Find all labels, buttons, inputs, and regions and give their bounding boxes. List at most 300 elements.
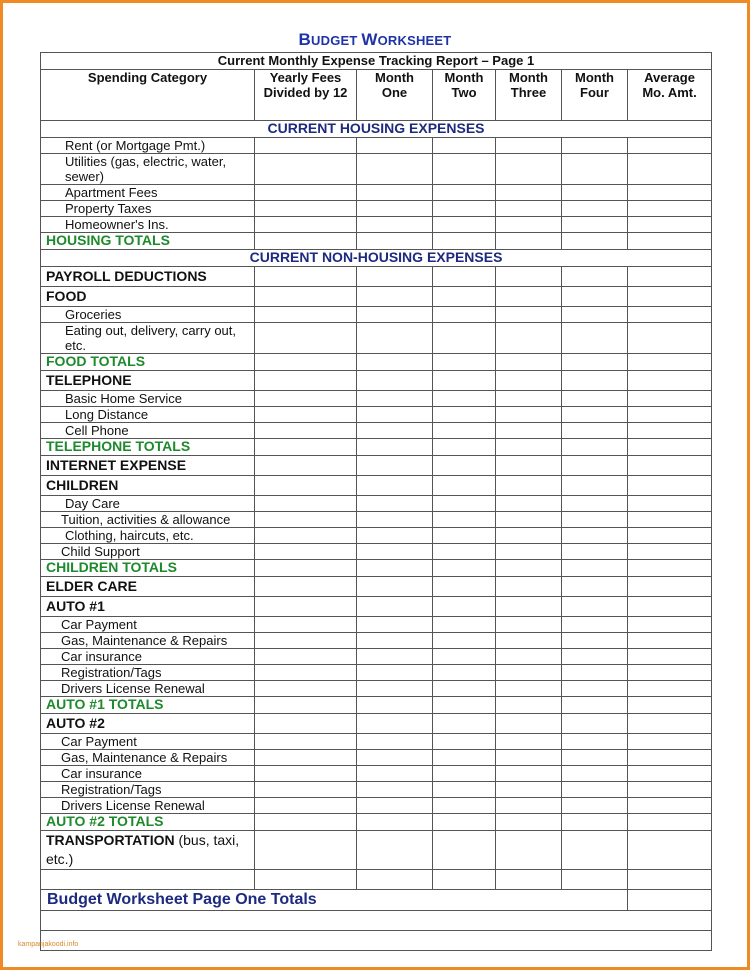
amount-cell[interactable]: [628, 287, 712, 307]
amount-cell[interactable]: [562, 439, 628, 456]
amount-cell[interactable]: [496, 217, 562, 233]
amount-cell[interactable]: [255, 512, 357, 528]
category-text: Tuition, activities & allowance: [61, 512, 231, 527]
amount-cell[interactable]: [562, 423, 628, 439]
amount-cell[interactable]: [496, 697, 562, 714]
amount-cell[interactable]: [433, 560, 496, 577]
col-header-month-one: Month One: [357, 70, 433, 121]
category-text: AUTO #1 TOTALS: [46, 696, 164, 712]
category-text: INTERNET EXPENSE: [46, 457, 187, 473]
amount-cell[interactable]: [628, 697, 712, 714]
amount-cell[interactable]: [357, 870, 433, 890]
amount-cell[interactable]: [433, 697, 496, 714]
amount-cell[interactable]: [433, 766, 496, 782]
totals-row: [41, 697, 712, 714]
amount-cell[interactable]: [255, 423, 357, 439]
amount-cell[interactable]: [628, 201, 712, 217]
amount-cell[interactable]: [255, 138, 357, 154]
table-row: [41, 496, 712, 512]
amount-cell[interactable]: [496, 633, 562, 649]
amount-cell[interactable]: [496, 814, 562, 831]
table-row: [41, 766, 712, 782]
amount-cell[interactable]: [496, 233, 562, 250]
amount-cell[interactable]: [496, 307, 562, 323]
amount-cell[interactable]: [255, 577, 357, 597]
amount-cell[interactable]: [255, 354, 357, 371]
amount-cell[interactable]: [562, 407, 628, 423]
amount-cell[interactable]: [255, 681, 357, 697]
amount-cell[interactable]: [628, 577, 712, 597]
amount-cell[interactable]: [255, 544, 357, 560]
category-text: Car insurance: [61, 649, 142, 664]
amount-cell[interactable]: [628, 371, 712, 391]
amount-cell[interactable]: [433, 750, 496, 766]
table-row: [41, 512, 712, 528]
amount-cell[interactable]: [628, 714, 712, 734]
amount-cell[interactable]: [357, 439, 433, 456]
amount-cell[interactable]: [255, 185, 357, 201]
amount-cell[interactable]: [433, 597, 496, 617]
amount-cell[interactable]: [357, 217, 433, 233]
amount-cell[interactable]: [357, 597, 433, 617]
amount-cell[interactable]: [255, 766, 357, 782]
amount-cell[interactable]: [255, 391, 357, 407]
table-row: [41, 185, 712, 201]
amount-cell[interactable]: [255, 371, 357, 391]
amount-cell[interactable]: [562, 267, 628, 287]
amount-cell[interactable]: [357, 750, 433, 766]
amount-cell[interactable]: [357, 233, 433, 250]
amount-cell[interactable]: [496, 512, 562, 528]
amount-cell[interactable]: [357, 185, 433, 201]
amount-cell[interactable]: [255, 287, 357, 307]
amount-cell[interactable]: [628, 138, 712, 154]
amount-cell[interactable]: [255, 307, 357, 323]
amount-cell[interactable]: [562, 577, 628, 597]
amount-cell[interactable]: [357, 512, 433, 528]
table-row: [41, 528, 712, 544]
amount-cell[interactable]: [433, 423, 496, 439]
category-text: AUTO #2 TOTALS: [46, 813, 164, 829]
amount-cell[interactable]: [562, 544, 628, 560]
grand-total-cell[interactable]: [628, 890, 712, 911]
amount-cell[interactable]: [255, 496, 357, 512]
amount-cell[interactable]: [496, 287, 562, 307]
amount-cell[interactable]: [255, 439, 357, 456]
amount-cell[interactable]: [628, 354, 712, 371]
amount-cell[interactable]: [562, 217, 628, 233]
amount-cell[interactable]: [496, 476, 562, 496]
amount-cell[interactable]: [562, 714, 628, 734]
amount-cell[interactable]: [357, 560, 433, 577]
category-label: [41, 798, 255, 814]
amount-cell[interactable]: [433, 307, 496, 323]
amount-cell[interactable]: [628, 681, 712, 697]
amount-cell[interactable]: [496, 649, 562, 665]
amount-cell[interactable]: [628, 391, 712, 407]
amount-cell[interactable]: [357, 201, 433, 217]
amount-cell[interactable]: [255, 714, 357, 734]
amount-cell[interactable]: [496, 138, 562, 154]
amount-cell[interactable]: [496, 354, 562, 371]
table-row: [41, 201, 712, 217]
amount-cell[interactable]: [562, 307, 628, 323]
amount-cell[interactable]: [433, 544, 496, 560]
amount-cell[interactable]: [496, 798, 562, 814]
amount-cell[interactable]: [357, 633, 433, 649]
category-label: [41, 734, 255, 750]
amount-cell[interactable]: [255, 798, 357, 814]
amount-cell[interactable]: [357, 714, 433, 734]
category-label: [41, 323, 255, 354]
amount-cell[interactable]: [433, 233, 496, 250]
amount-cell[interactable]: [496, 544, 562, 560]
amount-cell[interactable]: [433, 439, 496, 456]
category-label: [41, 649, 255, 665]
totals-row: [41, 354, 712, 371]
amount-cell[interactable]: [562, 476, 628, 496]
amount-cell[interactable]: [357, 665, 433, 681]
amount-cell[interactable]: [255, 870, 357, 890]
amount-cell[interactable]: [255, 528, 357, 544]
amount-cell[interactable]: [357, 456, 433, 476]
amount-cell[interactable]: [628, 782, 712, 798]
amount-cell[interactable]: [357, 831, 433, 870]
amount-cell[interactable]: [357, 782, 433, 798]
category-label: [41, 154, 255, 185]
amount-cell[interactable]: [433, 323, 496, 354]
table-row: [41, 870, 712, 890]
amount-cell[interactable]: [628, 407, 712, 423]
category-label: [41, 528, 255, 544]
amount-cell[interactable]: [562, 597, 628, 617]
blank-cell[interactable]: [41, 911, 712, 931]
amount-cell[interactable]: [628, 597, 712, 617]
amount-cell[interactable]: [357, 617, 433, 633]
amount-cell[interactable]: [255, 665, 357, 681]
amount-cell[interactable]: [255, 649, 357, 665]
amount-cell[interactable]: [357, 138, 433, 154]
amount-cell[interactable]: [255, 560, 357, 577]
amount-cell[interactable]: [357, 577, 433, 597]
category-label: [41, 307, 255, 323]
amount-cell[interactable]: [628, 649, 712, 665]
amount-cell[interactable]: [496, 560, 562, 577]
amount-cell[interactable]: [357, 649, 433, 665]
amount-cell[interactable]: [562, 371, 628, 391]
amount-cell[interactable]: [628, 512, 712, 528]
category-note: (bus, taxi, etc.): [46, 832, 240, 867]
amount-cell[interactable]: [628, 267, 712, 287]
amount-cell[interactable]: [496, 577, 562, 597]
amount-cell[interactable]: [628, 154, 712, 185]
amount-cell[interactable]: [433, 138, 496, 154]
amount-cell[interactable]: [255, 597, 357, 617]
amount-cell[interactable]: [628, 798, 712, 814]
amount-cell[interactable]: [562, 814, 628, 831]
amount-cell[interactable]: [628, 528, 712, 544]
amount-cell[interactable]: [433, 714, 496, 734]
amount-cell[interactable]: [628, 734, 712, 750]
amount-cell[interactable]: [255, 217, 357, 233]
amount-cell[interactable]: [357, 697, 433, 714]
amount-cell[interactable]: [357, 391, 433, 407]
category-label: [41, 233, 255, 250]
category-text: Drivers License Renewal: [61, 681, 205, 696]
category-text: Day Care: [65, 496, 120, 511]
category-label: [41, 544, 255, 560]
amount-cell[interactable]: [562, 870, 628, 890]
amount-cell[interactable]: [433, 154, 496, 185]
amount-cell[interactable]: [357, 814, 433, 831]
amount-cell[interactable]: [496, 750, 562, 766]
amount-cell[interactable]: [433, 496, 496, 512]
amount-cell[interactable]: [562, 665, 628, 681]
amount-cell[interactable]: [433, 782, 496, 798]
table-row: [41, 681, 712, 697]
amount-cell[interactable]: [496, 766, 562, 782]
amount-cell[interactable]: [357, 423, 433, 439]
amount-cell[interactable]: [628, 665, 712, 681]
amount-cell[interactable]: [357, 307, 433, 323]
amount-cell[interactable]: [628, 456, 712, 476]
amount-cell[interactable]: [433, 391, 496, 407]
category-label: [41, 597, 255, 617]
amount-cell[interactable]: [562, 697, 628, 714]
amount-cell[interactable]: [628, 560, 712, 577]
category-label: [41, 577, 255, 597]
amount-cell[interactable]: [496, 496, 562, 512]
category-text: CHILDREN: [46, 477, 119, 493]
category-text: Eating out, delivery, carry out, etc.: [65, 323, 237, 353]
amount-cell[interactable]: [433, 681, 496, 697]
amount-cell[interactable]: [496, 391, 562, 407]
amount-cell[interactable]: [562, 496, 628, 512]
amount-cell[interactable]: [562, 766, 628, 782]
amount-cell[interactable]: [433, 649, 496, 665]
grand-total-label: Budget Worksheet Page One Totals: [41, 890, 628, 911]
amount-cell[interactable]: [496, 617, 562, 633]
category-text: Homeowner's Ins.: [65, 217, 169, 232]
amount-cell[interactable]: [496, 423, 562, 439]
category-label: [41, 750, 255, 766]
amount-cell[interactable]: [562, 798, 628, 814]
amount-cell[interactable]: [562, 649, 628, 665]
amount-cell[interactable]: [562, 750, 628, 766]
amount-cell[interactable]: [628, 544, 712, 560]
section-header: CURRENT HOUSING EXPENSES: [41, 121, 712, 138]
amount-cell[interactable]: [562, 681, 628, 697]
category-label: [41, 201, 255, 217]
category-text: HOUSING TOTALS: [46, 232, 170, 248]
amount-cell[interactable]: [628, 233, 712, 250]
amount-cell[interactable]: [255, 233, 357, 250]
amount-cell[interactable]: [496, 323, 562, 354]
amount-cell[interactable]: [628, 831, 712, 870]
amount-cell[interactable]: [562, 782, 628, 798]
amount-cell[interactable]: [357, 496, 433, 512]
amount-cell[interactable]: [496, 870, 562, 890]
amount-cell[interactable]: [628, 307, 712, 323]
blank-cell[interactable]: [41, 931, 712, 951]
amount-cell[interactable]: [357, 681, 433, 697]
amount-cell[interactable]: [255, 456, 357, 476]
amount-cell[interactable]: [433, 870, 496, 890]
amount-cell[interactable]: [255, 154, 357, 185]
amount-cell[interactable]: [255, 814, 357, 831]
amount-cell[interactable]: [357, 354, 433, 371]
amount-cell[interactable]: [562, 560, 628, 577]
table-row: [41, 423, 712, 439]
amount-cell[interactable]: [433, 456, 496, 476]
amount-cell[interactable]: [357, 323, 433, 354]
amount-cell[interactable]: [562, 734, 628, 750]
amount-cell[interactable]: [496, 831, 562, 870]
col-header-month-three: Month Three: [496, 70, 562, 121]
amount-cell[interactable]: [433, 217, 496, 233]
category-text: Gas, Maintenance & Repairs: [61, 750, 228, 765]
amount-cell[interactable]: [496, 714, 562, 734]
amount-cell[interactable]: [255, 407, 357, 423]
amount-cell[interactable]: [496, 185, 562, 201]
amount-cell[interactable]: [433, 371, 496, 391]
report-title: Current Monthly Expense Tracking Report – Page 1: [41, 53, 712, 70]
amount-cell[interactable]: [433, 185, 496, 201]
amount-cell[interactable]: [496, 597, 562, 617]
amount-cell[interactable]: [255, 617, 357, 633]
col-header-category: Spending Category: [41, 70, 255, 121]
amount-cell[interactable]: [357, 287, 433, 307]
amount-cell[interactable]: [433, 201, 496, 217]
category-label: [41, 267, 255, 287]
amount-cell[interactable]: [255, 734, 357, 750]
amount-cell[interactable]: [433, 407, 496, 423]
category-text: Long Distance: [65, 407, 149, 422]
amount-cell[interactable]: [357, 371, 433, 391]
amount-cell[interactable]: [496, 267, 562, 287]
amount-cell[interactable]: [496, 665, 562, 681]
amount-cell[interactable]: [562, 512, 628, 528]
header-row: [41, 70, 712, 121]
amount-cell[interactable]: [433, 267, 496, 287]
amount-cell[interactable]: [562, 528, 628, 544]
amount-cell[interactable]: [628, 617, 712, 633]
table-row: [41, 649, 712, 665]
amount-cell[interactable]: [255, 633, 357, 649]
amount-cell[interactable]: [628, 439, 712, 456]
amount-cell[interactable]: [496, 681, 562, 697]
amount-cell[interactable]: [496, 439, 562, 456]
amount-cell[interactable]: [433, 665, 496, 681]
amount-cell[interactable]: [628, 870, 712, 890]
amount-cell[interactable]: [628, 766, 712, 782]
amount-cell[interactable]: [562, 617, 628, 633]
category-text: Car Payment: [61, 617, 137, 632]
amount-cell[interactable]: [562, 233, 628, 250]
amount-cell[interactable]: [496, 407, 562, 423]
amount-cell[interactable]: [496, 528, 562, 544]
amount-cell[interactable]: [562, 185, 628, 201]
table-row: [41, 831, 712, 870]
amount-cell[interactable]: [433, 476, 496, 496]
amount-cell[interactable]: [357, 798, 433, 814]
table-row: [41, 391, 712, 407]
amount-cell[interactable]: [628, 423, 712, 439]
table-row: [41, 544, 712, 560]
amount-cell[interactable]: [255, 831, 357, 870]
amount-cell[interactable]: [562, 323, 628, 354]
amount-cell[interactable]: [562, 287, 628, 307]
amount-cell[interactable]: [562, 354, 628, 371]
amount-cell[interactable]: [255, 201, 357, 217]
amount-cell[interactable]: [433, 734, 496, 750]
category-label: [41, 476, 255, 496]
amount-cell[interactable]: [628, 814, 712, 831]
amount-cell[interactable]: [562, 201, 628, 217]
amount-cell[interactable]: [357, 476, 433, 496]
amount-cell[interactable]: [433, 617, 496, 633]
amount-cell[interactable]: [357, 766, 433, 782]
amount-cell[interactable]: [496, 371, 562, 391]
category-text: AUTO #1: [46, 598, 105, 614]
amount-cell[interactable]: [628, 633, 712, 649]
amount-cell[interactable]: [255, 697, 357, 714]
amount-cell[interactable]: [357, 267, 433, 287]
amount-cell[interactable]: [496, 154, 562, 185]
amount-cell[interactable]: [562, 391, 628, 407]
amount-cell[interactable]: [496, 782, 562, 798]
amount-cell[interactable]: [255, 750, 357, 766]
amount-cell[interactable]: [255, 476, 357, 496]
amount-cell[interactable]: [628, 185, 712, 201]
amount-cell[interactable]: [496, 734, 562, 750]
amount-cell[interactable]: [433, 287, 496, 307]
category-label: [41, 560, 255, 577]
amount-cell[interactable]: [496, 201, 562, 217]
amount-cell[interactable]: [357, 544, 433, 560]
amount-cell[interactable]: [562, 633, 628, 649]
amount-cell[interactable]: [433, 528, 496, 544]
amount-cell[interactable]: [628, 476, 712, 496]
amount-cell[interactable]: [255, 782, 357, 798]
category-text: Car insurance: [61, 766, 142, 781]
amount-cell[interactable]: [496, 456, 562, 476]
amount-cell[interactable]: [357, 154, 433, 185]
table-row: [41, 782, 712, 798]
amount-cell[interactable]: [628, 750, 712, 766]
amount-cell[interactable]: [562, 456, 628, 476]
category-text: Clothing, haircuts, etc.: [65, 528, 194, 543]
amount-cell[interactable]: [433, 354, 496, 371]
amount-cell[interactable]: [433, 512, 496, 528]
amount-cell[interactable]: [562, 831, 628, 870]
amount-cell[interactable]: [433, 814, 496, 831]
amount-cell[interactable]: [357, 407, 433, 423]
amount-cell[interactable]: [433, 798, 496, 814]
amount-cell[interactable]: [255, 323, 357, 354]
amount-cell[interactable]: [562, 154, 628, 185]
amount-cell[interactable]: [433, 831, 496, 870]
amount-cell[interactable]: [628, 217, 712, 233]
amount-cell[interactable]: [357, 528, 433, 544]
amount-cell[interactable]: [562, 138, 628, 154]
amount-cell[interactable]: [255, 267, 357, 287]
amount-cell[interactable]: [628, 323, 712, 354]
amount-cell[interactable]: [628, 496, 712, 512]
amount-cell[interactable]: [433, 577, 496, 597]
amount-cell[interactable]: [357, 734, 433, 750]
amount-cell[interactable]: [433, 633, 496, 649]
